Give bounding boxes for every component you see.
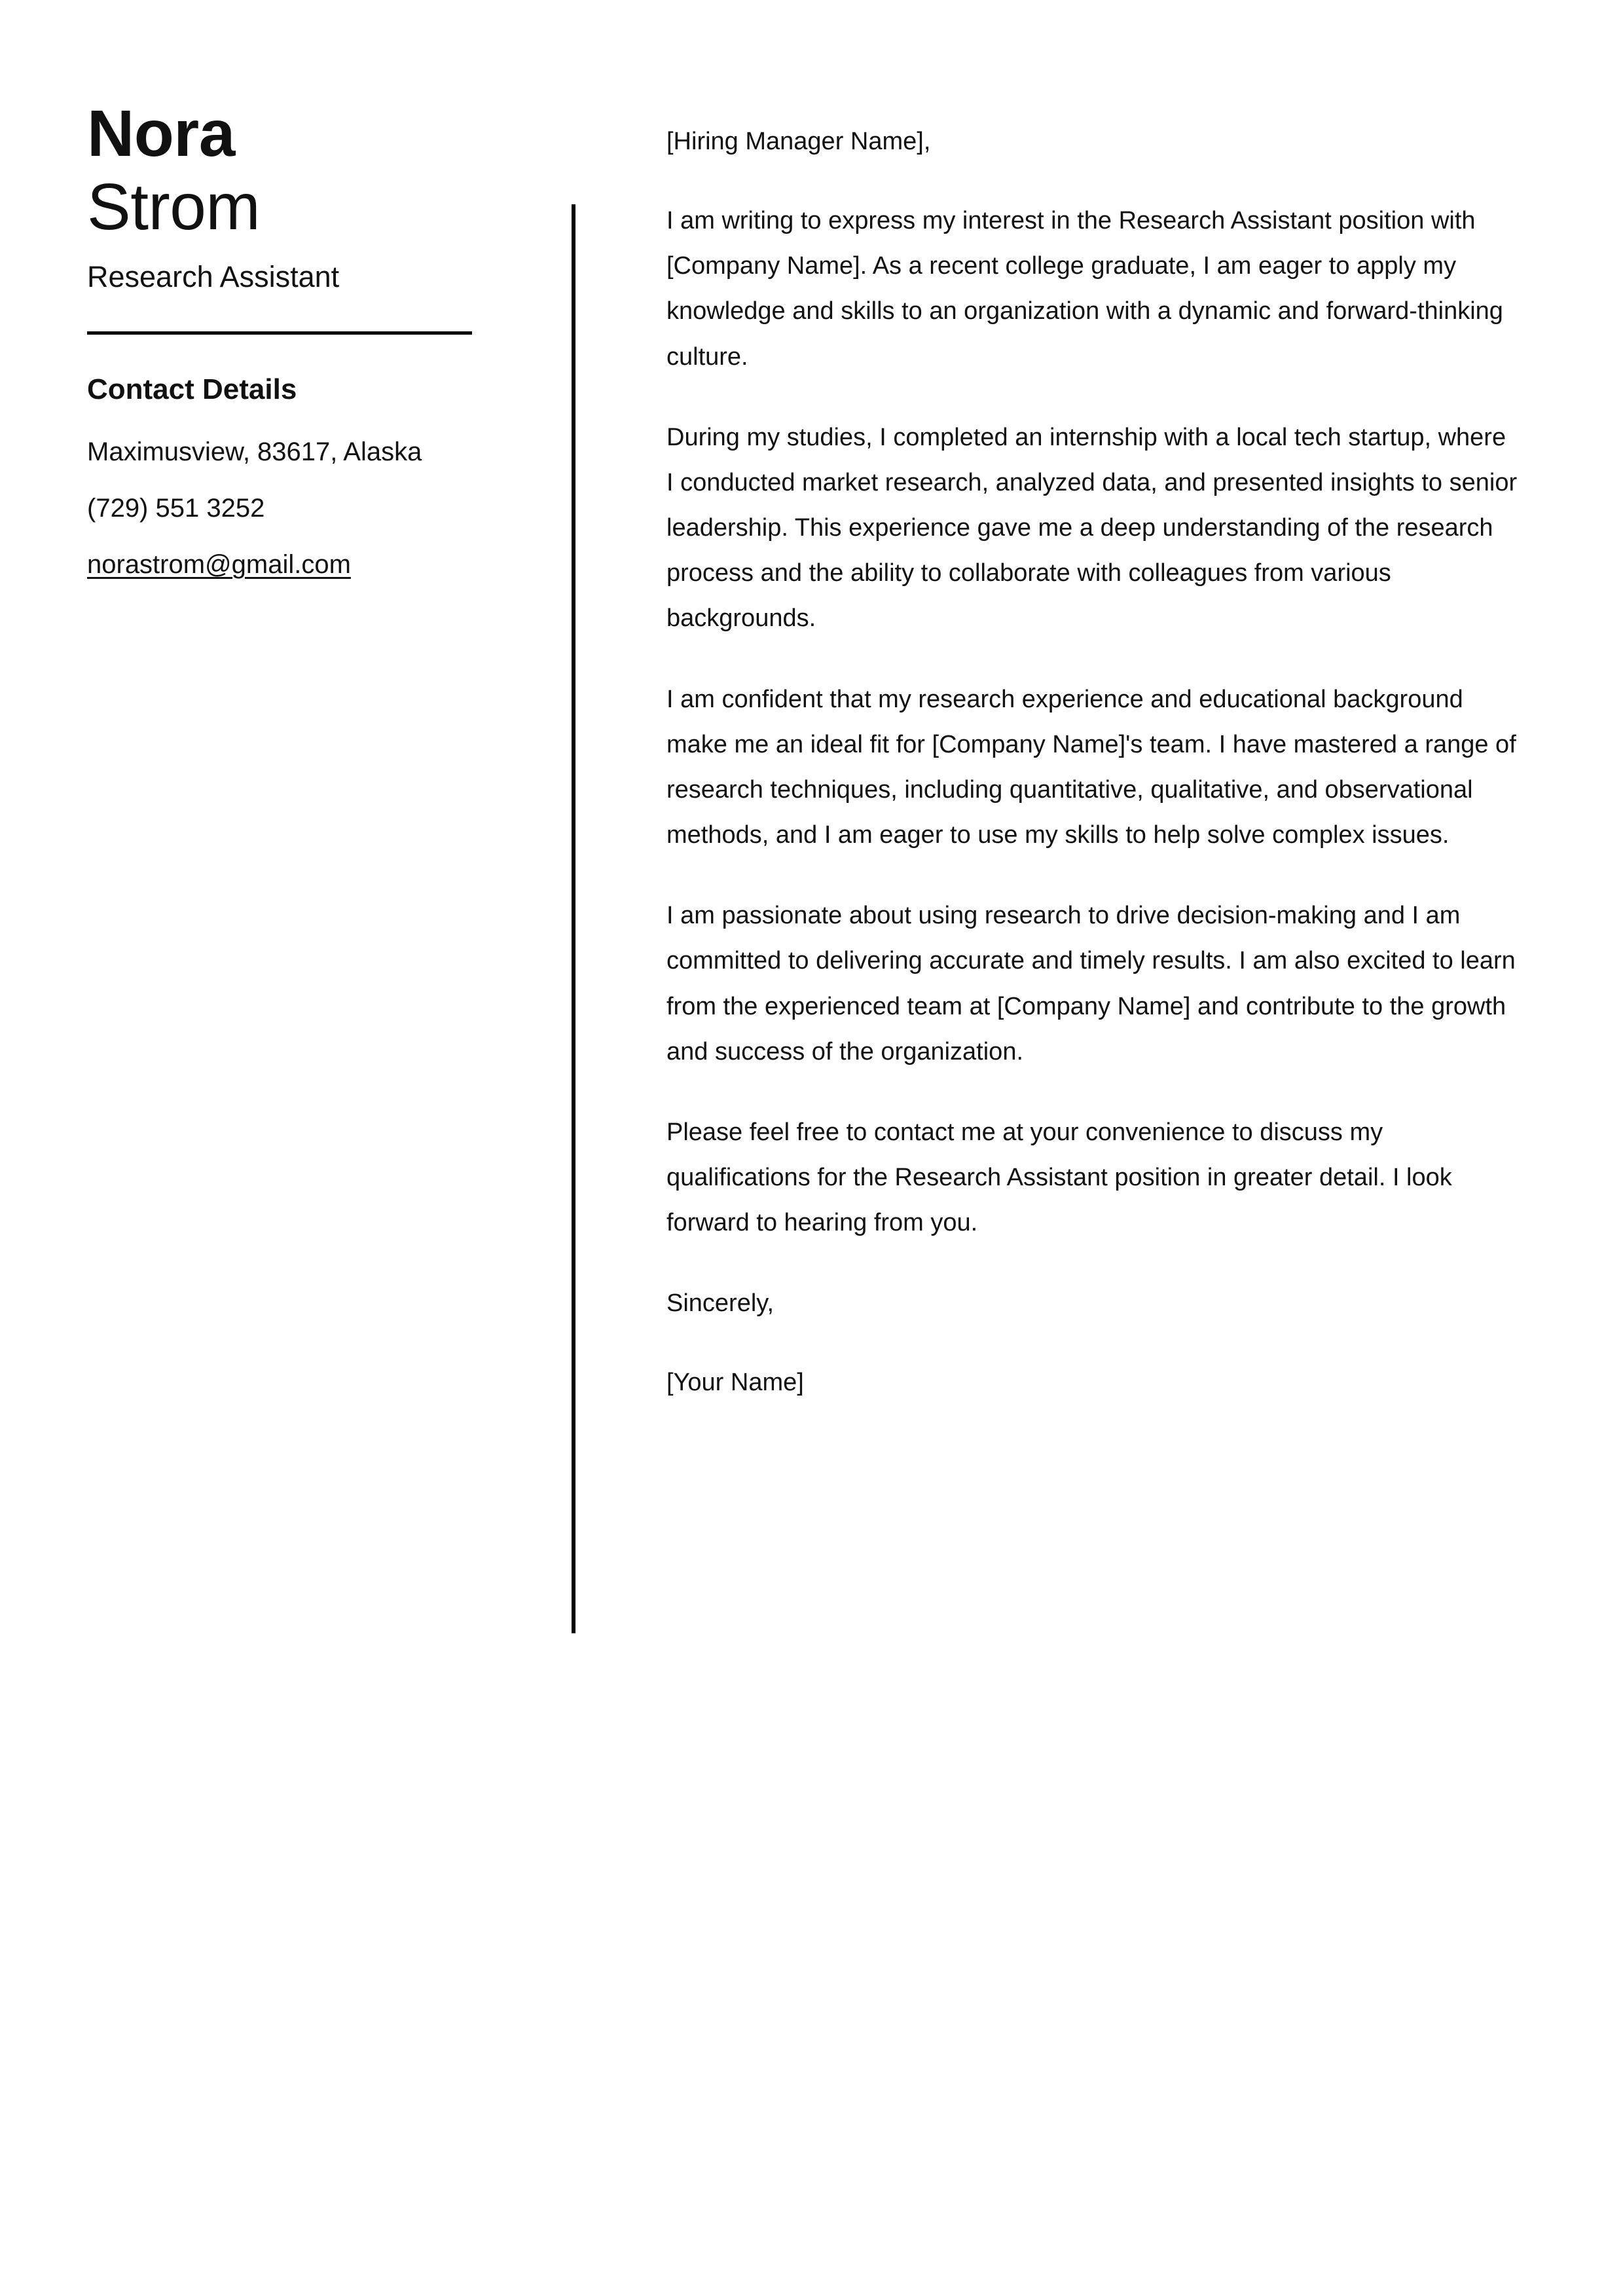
letter-paragraph-5: Please feel free to contact me at your convenience to discuss my qualifications for the Research Assistant position in greater detail. I look forward to hearing from you. (666, 1118, 1452, 1237)
applicant-first-name: Nora (87, 97, 235, 170)
contact-address: Maximusview, 83617, Alaska (87, 437, 422, 466)
letter-salutation: [Hiring Manager Name], (666, 128, 931, 155)
sidebar (87, 0, 493, 584)
letter-signature: [Your Name] (666, 1369, 804, 1397)
contact-details-list (87, 432, 493, 584)
letter-paragraph-4: I am passionate about using research to drive decision-making and I am committed to delivering accurate and timely results. I am also excited to learn from the experienced team at [Company Name] and contribute to the growth and success of the organization. (666, 902, 1516, 1065)
applicant-job-title: Research Assistant (87, 260, 340, 293)
column-divider-rule (572, 204, 575, 1633)
applicant-name (87, 97, 493, 244)
letter-paragraph-1: I am writing to express my interest in the Research Assistant position with [Company Name]. As a recent college graduate, I am eager to apply my knowledge and skills to an organization with a dynamic and forward-thinking culture. (666, 207, 1503, 371)
contact-phone: (729) 551 3252 (87, 493, 265, 523)
contact-details-heading: Contact Details (87, 373, 297, 405)
letter-closing: Sincerely, (666, 1289, 775, 1318)
letter-paragraph-3: I am confident that my research experience and educational background make me an ideal fit for [Company Name]'s team. I have mastered a range of research techniques, including quantitative, qualitative, and observational methods, and I am eager to use my skills to help solve complex issues. (666, 685, 1516, 849)
sidebar-horizontal-rule (87, 331, 472, 335)
contact-email-link[interactable]: norastrom@gmail.com (87, 549, 351, 579)
contact-email-row (87, 545, 454, 584)
letter-body (666, 119, 1518, 1406)
letter-paragraph-2: During my studies, I completed an internship with a local tech startup, where I conducted market research, analyzed data, and presented insights to senior leadership. This experience gave me a deep understanding of the research process and the ability to collaborate with colleagues from various backgrounds. (666, 423, 1518, 633)
applicant-last-name: Strom (87, 170, 261, 244)
